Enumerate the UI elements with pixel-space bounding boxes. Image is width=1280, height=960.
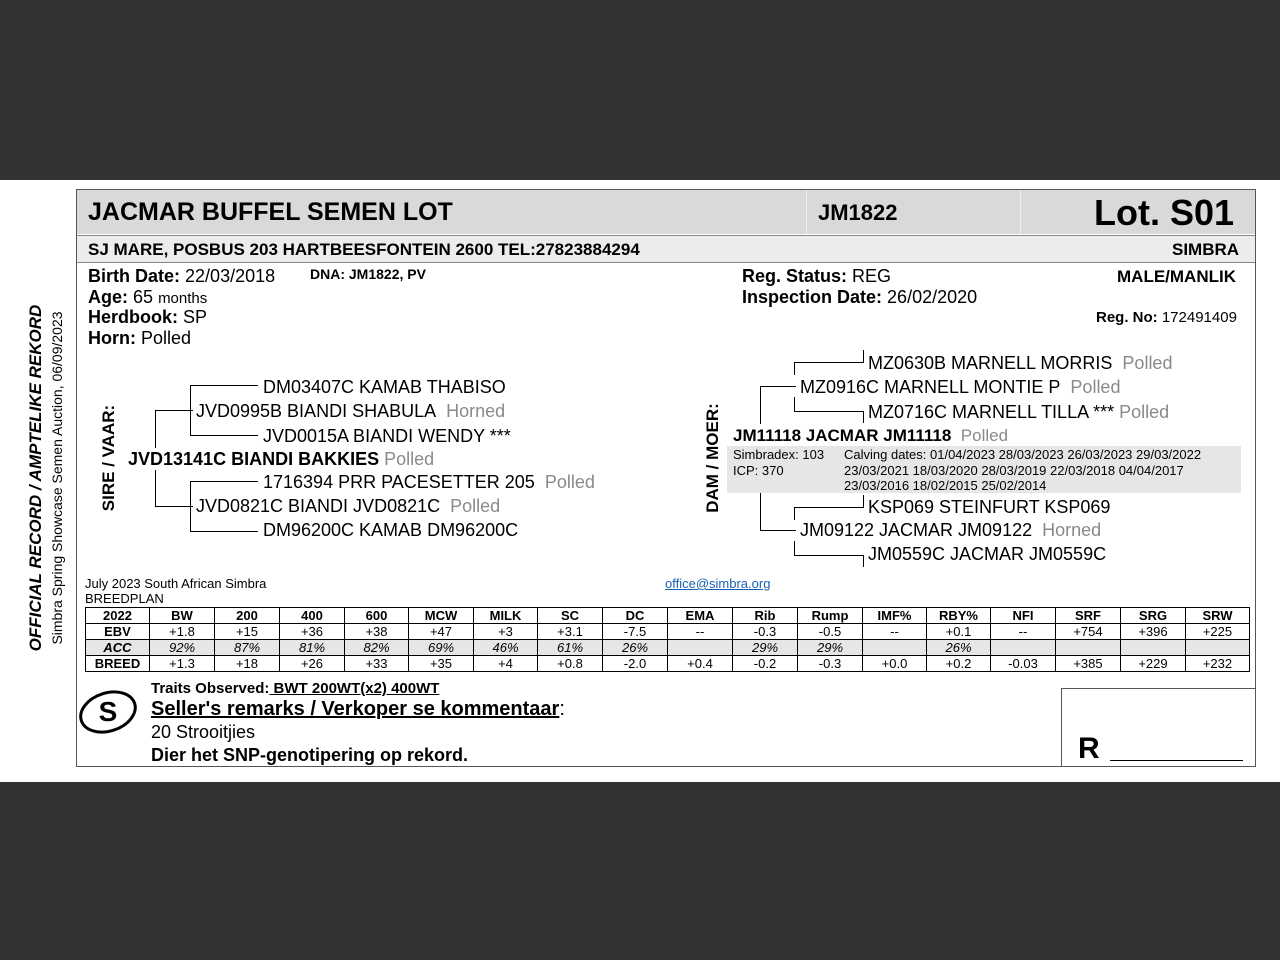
breed-cell: +35 <box>409 656 474 672</box>
remarks-line1: 20 Strooitjies <box>151 722 256 742</box>
pedigree-line <box>190 481 191 531</box>
dam-sire-sire: MZ0630B MARNELL MORRIS Polled <box>868 353 1173 373</box>
pedigree-line <box>155 506 193 507</box>
acc-cell <box>1056 640 1121 656</box>
ebv-cell: -- <box>991 624 1056 640</box>
dam-name: JM11118 JACMAR JM11118 Polled <box>733 426 1009 445</box>
ebv-cell: -0.5 <box>798 624 863 640</box>
pedigree-line <box>794 362 864 363</box>
ebv-cell: -- <box>668 624 733 640</box>
breed-cell: +33 <box>345 656 409 672</box>
pedigree-line <box>794 362 795 375</box>
pedigree-line <box>794 541 795 555</box>
auction-label: Simbra Spring Showcase Semen Auction, 06/09/2023 <box>49 311 65 645</box>
remarks-heading: Seller's remarks / Verkoper se kommentaar: <box>151 698 565 720</box>
headers-cell: RBY% <box>927 608 991 624</box>
icp: ICP: 370 <box>733 463 784 478</box>
herdbook: Herdbook: SP <box>88 307 208 327</box>
dna-info: DNA: JM1822, PV <box>310 266 426 282</box>
headers-cell: SRW <box>1186 608 1250 624</box>
breedplan-line1: July 2023 South African Simbra <box>85 576 267 591</box>
price-currency: R <box>1078 732 1100 765</box>
breed-cell: -0.3 <box>798 656 863 672</box>
official-record-label: OFFICIAL RECORD / AMPTELIKE REKORD <box>26 304 45 652</box>
headers-cell: Rump <box>798 608 863 624</box>
calving-dates-3: 23/03/2016 18/02/2015 25/02/2014 <box>844 478 1047 493</box>
breed-cell: +0.0 <box>863 656 927 672</box>
breeder-address: SJ MARE, POSBUS 203 HARTBEESFONTEIN 2600 TEL:27823884294 <box>88 240 640 259</box>
birth-date: Birth Date: 22/03/2018 <box>88 266 276 286</box>
pedigree-line <box>794 507 864 508</box>
breed-label: SIMBRA <box>1172 240 1240 259</box>
sire-name: JVD13141C BIANDI BAKKIES Polled <box>128 449 435 469</box>
ebv-cell: -- <box>863 624 927 640</box>
pedigree-line <box>155 470 156 506</box>
acc-cell: 26% <box>927 640 991 656</box>
sire-dam: JVD0821C BIANDI JVD0821C Polled <box>196 496 501 516</box>
ebv-cell: +396 <box>1121 624 1186 640</box>
ebv-cell: +754 <box>1056 624 1121 640</box>
breed-cell: +0.4 <box>668 656 733 672</box>
headers-cell: 600 <box>345 608 409 624</box>
horn-status: Horn: Polled <box>88 328 192 348</box>
pedigree-line <box>190 481 258 482</box>
pedigree-line <box>794 507 795 520</box>
sire-dam-dam: DM96200C KAMAB DM96200C <box>263 520 519 540</box>
headers-cell: MILK <box>474 608 538 624</box>
ebv-cell: -0.3 <box>733 624 798 640</box>
ebv-row <box>86 624 1250 640</box>
headers-cell: NFI <box>991 608 1056 624</box>
acc-cell <box>863 640 927 656</box>
breed-cell: +1.3 <box>150 656 215 672</box>
pedigree-line <box>760 493 761 530</box>
breed-cell: +26 <box>280 656 345 672</box>
acc-cell <box>668 640 733 656</box>
pedigree-line <box>190 385 191 411</box>
pedigree-line <box>190 411 191 435</box>
pedigree-line <box>863 495 864 507</box>
acc-cell: 87% <box>215 640 280 656</box>
pedigree-line <box>863 350 864 363</box>
dam-dam: JM09122 JACMAR JM09122 Horned <box>800 520 1102 540</box>
traits-observed: Traits Observed: BWT 200WT(x2) 400WT <box>151 680 440 697</box>
reg-number: Reg. No: 172491409 <box>1096 309 1237 326</box>
pedigree-line <box>190 531 258 532</box>
headers-cell: 2022 <box>86 608 150 624</box>
acc-cell: 82% <box>345 640 409 656</box>
pedigree-line <box>794 555 864 556</box>
logo-letter: S <box>98 696 118 727</box>
inspection-date: Inspection Date: 26/02/2020 <box>742 287 978 307</box>
ebv-cell: +36 <box>280 624 345 640</box>
pedigree-line <box>760 386 796 387</box>
acc-cell <box>1121 640 1186 656</box>
headers-cell: SRG <box>1121 608 1186 624</box>
ebv-table <box>85 607 1250 672</box>
ebv-cell: +0.1 <box>927 624 991 640</box>
headers-cell: Rib <box>733 608 798 624</box>
sire-label: SIRE / VAAR: <box>99 404 118 512</box>
breed-cell: -0.03 <box>991 656 1056 672</box>
breed-cell: BREED <box>86 656 150 672</box>
dam-dam-dam: JM0559C JACMAR JM0559C <box>868 544 1107 564</box>
acc-cell: 81% <box>280 640 345 656</box>
breed-cell: +232 <box>1186 656 1250 672</box>
breed-cell: +229 <box>1121 656 1186 672</box>
breed-cell: +385 <box>1056 656 1121 672</box>
ebv-header-row <box>86 608 1250 624</box>
headers-cell: SRF <box>1056 608 1121 624</box>
headers-cell: 400 <box>280 608 345 624</box>
acc-cell: 29% <box>733 640 798 656</box>
pedigree-line <box>155 410 156 448</box>
pedigree-line <box>794 411 864 412</box>
headers-cell: DC <box>603 608 668 624</box>
headers-cell: BW <box>150 608 215 624</box>
title-divider <box>1020 190 1021 234</box>
pedigree-line <box>794 397 795 411</box>
breed-cell: -0.2 <box>733 656 798 672</box>
headers-cell: EMA <box>668 608 733 624</box>
calving-dates-1: Calving dates: 01/04/2023 28/03/2023 26/03/2023 29/03/2022 <box>844 447 1202 462</box>
breed-row <box>86 656 1250 672</box>
ebv-cell: +225 <box>1186 624 1250 640</box>
calving-dates-2: 23/03/2021 18/03/2020 28/03/2019 22/03/2018 04/04/2017 <box>844 463 1184 478</box>
sex-label: MALE/MANLIK <box>1117 267 1236 286</box>
ebv-cell: +3.1 <box>538 624 603 640</box>
acc-cell: 69% <box>409 640 474 656</box>
acc-cell: 61% <box>538 640 603 656</box>
title-divider <box>806 190 807 234</box>
pedigree-line <box>760 530 796 531</box>
sire-sire-sire: DM03407C KAMAB THABISO <box>263 377 506 397</box>
ebv-cell: +15 <box>215 624 280 640</box>
dam-dam-sire: KSP069 STEINFURT KSP069 <box>868 497 1111 517</box>
breedplan-line2: BREEDPLAN <box>85 591 164 606</box>
lot-title: JACMAR BUFFEL SEMEN LOT <box>88 198 453 226</box>
pedigree-line <box>155 410 193 411</box>
dam-sire: MZ0916C MARNELL MONTIE P Polled <box>800 377 1121 397</box>
reg-status: Reg. Status: REG <box>742 266 892 286</box>
breed-cell: +4 <box>474 656 538 672</box>
dam-label: DAM / MOER: <box>703 403 722 513</box>
acc-cell: 29% <box>798 640 863 656</box>
headers-cell: MCW <box>409 608 474 624</box>
simbra-logo <box>78 688 138 734</box>
remarks-line2: Dier het SNP-genotipering op rekord. <box>151 745 469 765</box>
sire-sire-dam: JVD0015A BIANDI WENDY *** <box>263 426 511 446</box>
pedigree-line <box>190 385 258 386</box>
breed-cell: +18 <box>215 656 280 672</box>
breed-cell: -2.0 <box>603 656 668 672</box>
ebv-cell: +3 <box>474 624 538 640</box>
acc-cell: 26% <box>603 640 668 656</box>
pedigree-line <box>760 386 761 424</box>
age: Age: 65 months <box>88 287 208 307</box>
headers-cell: 200 <box>215 608 280 624</box>
ebv-cell: +38 <box>345 624 409 640</box>
acc-cell <box>1186 640 1250 656</box>
ebv-cell: +47 <box>409 624 474 640</box>
acc-cell: ACC <box>86 640 150 656</box>
pedigree-line <box>863 411 864 423</box>
pedigree-line <box>863 555 864 567</box>
ebv-cell: -7.5 <box>603 624 668 640</box>
acc-cell <box>991 640 1056 656</box>
ebv-cell: EBV <box>86 624 150 640</box>
headers-cell: SC <box>538 608 603 624</box>
breed-cell: +0.8 <box>538 656 603 672</box>
acc-cell: 92% <box>150 640 215 656</box>
dam-sire-dam: MZ0716C MARNELL TILLA *** Polled <box>868 402 1170 422</box>
breed-cell: +0.2 <box>927 656 991 672</box>
sire-sire: JVD0995B BIANDI SHABULA Horned <box>196 401 506 421</box>
acc-row <box>86 640 1250 656</box>
ebv-cell: +1.8 <box>150 624 215 640</box>
headers-cell: IMF% <box>863 608 927 624</box>
sire-dam-sire: 1716394 PRR PACESETTER 205 Polled <box>263 472 595 492</box>
simbradex: Simbradex: 103 <box>733 447 825 462</box>
pedigree-line <box>190 435 258 436</box>
email-link[interactable]: office@simbra.org <box>665 576 771 591</box>
acc-cell: 46% <box>474 640 538 656</box>
price-line[interactable] <box>1110 760 1243 761</box>
lot-number: Lot. S01 <box>1094 192 1235 233</box>
animal-id: JM1822 <box>818 200 898 225</box>
